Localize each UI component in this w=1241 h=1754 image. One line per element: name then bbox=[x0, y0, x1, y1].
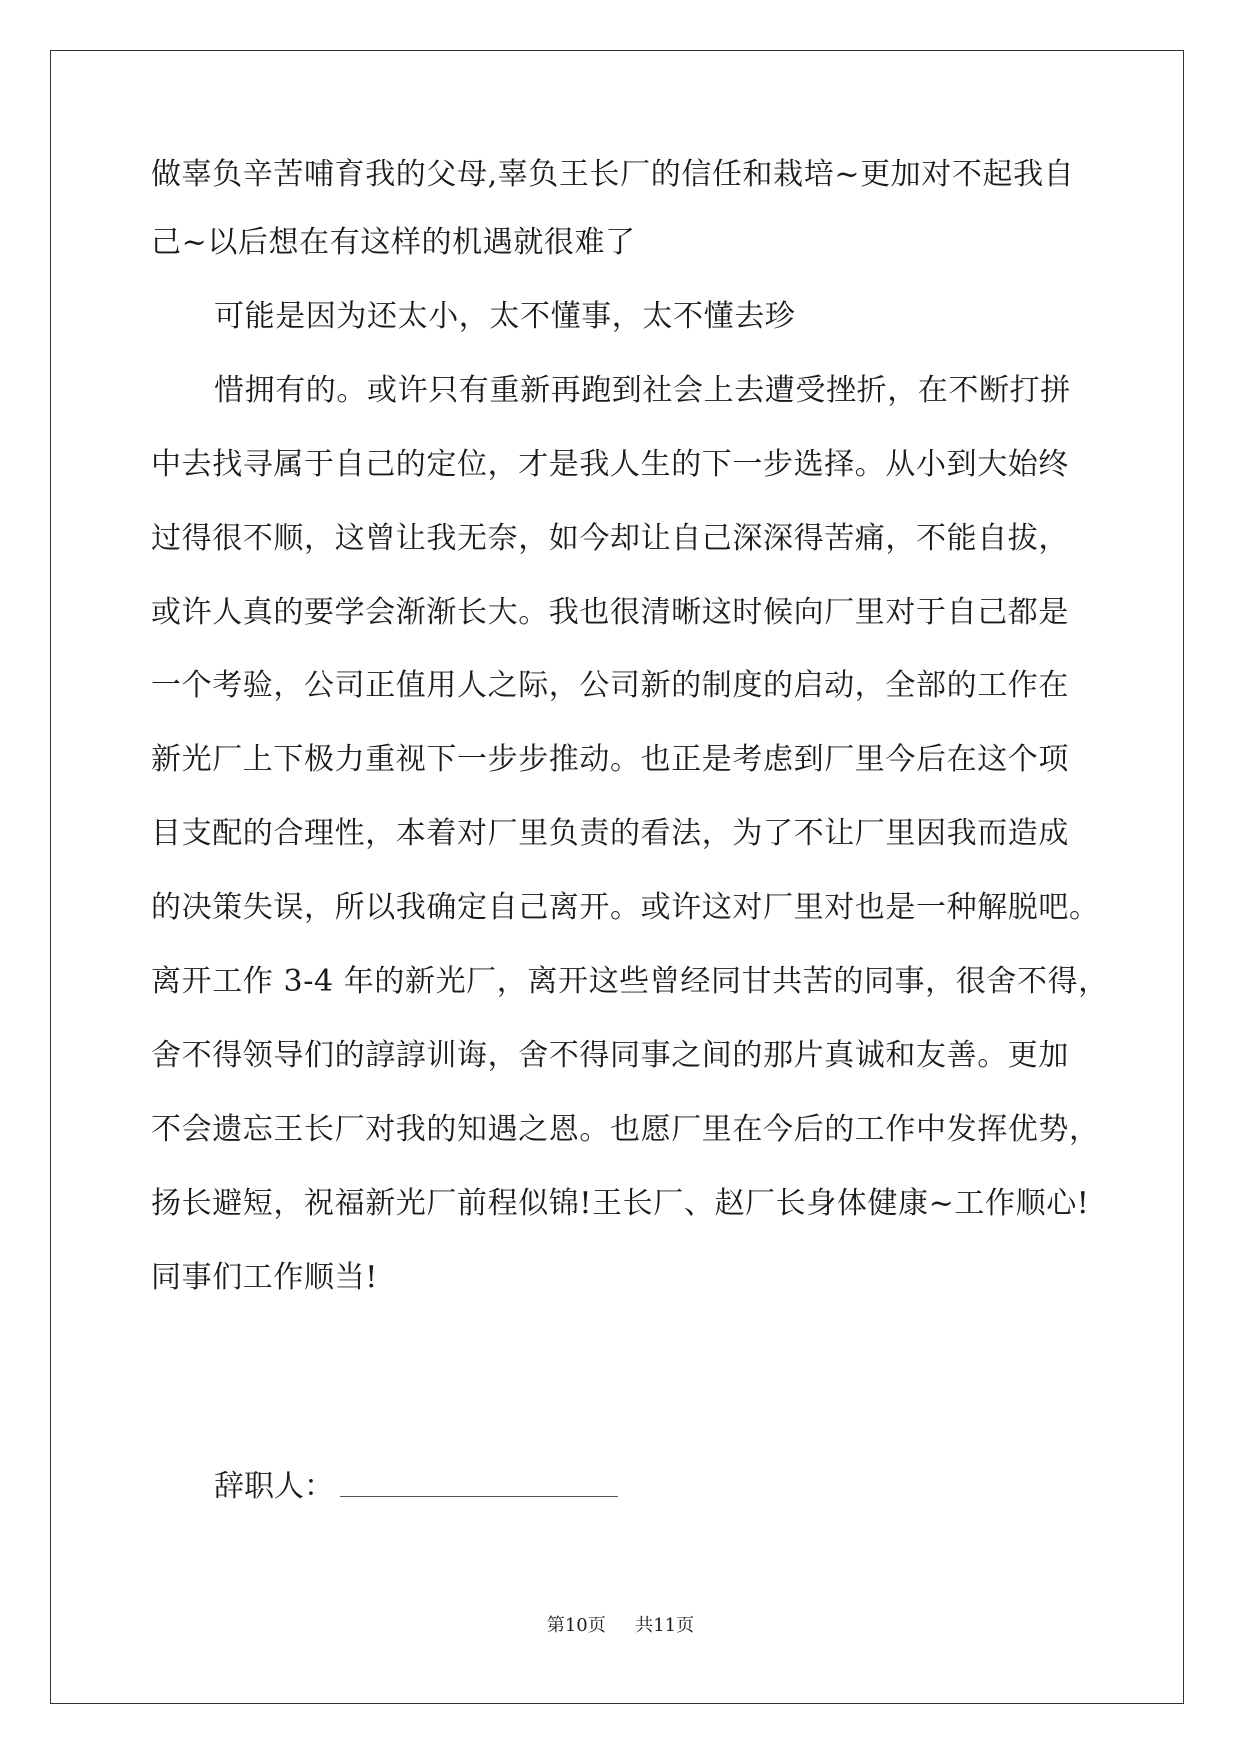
body-line-11: 的决策失误，所以我确定自己离开。或许这对厂里对也是一种解脱吧。 bbox=[151, 890, 1100, 925]
body-line-6: 过得很不顺，这曾让我无奈，如今却让自己深深得苦痛，不能自拔， bbox=[151, 521, 1069, 556]
body-line-7: 或许人真的要学会渐渐长大。我也很清晰这时候向厂里对于自己都是 bbox=[151, 595, 1069, 630]
signature-label: 辞职人： bbox=[214, 1469, 334, 1504]
signature-blank-line bbox=[340, 1496, 618, 1497]
body-line-12: 离开工作 3-4 年的新光厂，离开这些曾经同甘共苦的同事，很舍不得， bbox=[151, 964, 1109, 999]
body-line-8: 一个考验，公司正值用人之际，公司新的制度的启动，全部的工作在 bbox=[151, 668, 1069, 703]
body-line-1: 做辜负辛苦哺育我的父母,辜负王长厂的信任和栽培~更加对不起我自 bbox=[151, 157, 1075, 192]
page-number: 第10页 bbox=[546, 1615, 606, 1636]
body-line-3: 可能是因为还太小，太不懂事，太不懂去珍 bbox=[214, 299, 796, 334]
page-total: 共11页 bbox=[635, 1615, 695, 1636]
body-line-13: 舍不得领导们的諄諄训诲，舍不得同事之间的那片真诚和友善。更加 bbox=[151, 1038, 1069, 1073]
page-footer bbox=[0, 1614, 1241, 1638]
body-line-15: 扬长避短，祝福新光厂前程似锦!王长厂、赵厂长身体健康~工作顺心! bbox=[151, 1186, 1090, 1221]
body-line-10: 目支配的合理性，本着对厂里负责的看法，为了不让厂里因我而造成 bbox=[151, 816, 1069, 851]
body-line-14: 不会遗忘王长厂对我的知遇之恩。也愿厂里在今后的工作中发挥优势， bbox=[151, 1112, 1100, 1147]
body-line-9: 新光厂上下极力重视下一步步推动。也正是考虑到厂里今后在这个项 bbox=[151, 742, 1069, 777]
body-line-16: 同事们工作顺当! bbox=[151, 1260, 378, 1295]
body-line-2: 己~以后想在有这样的机遇就很难了 bbox=[151, 225, 636, 260]
body-line-5: 中去找寻属于自己的定位，才是我人生的下一步选择。从小到大始终 bbox=[151, 447, 1069, 482]
body-line-4: 惜拥有的。或许只有重新再跑到社会上去遭受挫折，在不断打拼 bbox=[214, 373, 1071, 408]
signature-row bbox=[214, 1467, 618, 1507]
